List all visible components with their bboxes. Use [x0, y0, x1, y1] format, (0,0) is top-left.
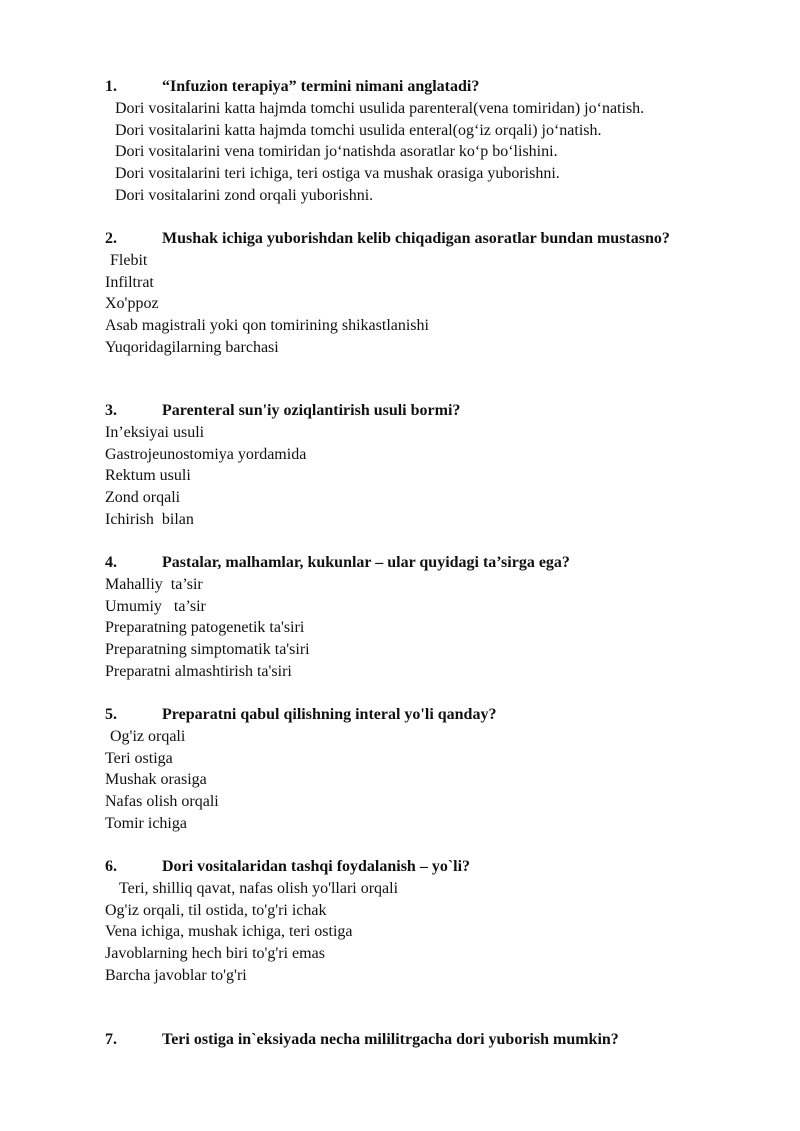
question-2 [105, 228, 745, 359]
question-text: Teri ostiga in`eksiyada necha mililitrgacha dori yuborish mumkin? [162, 1031, 619, 1048]
question-text: Mushak ichiga yuborishdan kelib chiqadigan asoratlar bundan mustasno? [162, 230, 670, 247]
answer-option: Dori vositalarini katta hajmda tomchi usulida enteral(og‘iz orqali) jo‘natish. [115, 121, 602, 139]
question-3 [105, 400, 745, 531]
question-heading [105, 1029, 745, 1051]
answer-option: Xo'ppoz [105, 295, 159, 313]
answer-option: Preparatning patogenetik ta'siri [105, 619, 305, 637]
answer-option: Mahalliy ta’sir [105, 575, 203, 593]
question-4 [105, 552, 745, 683]
question-heading [105, 228, 745, 250]
answer-option: Mushak orasiga [105, 771, 207, 789]
question-text: Dori vositalaridan tashqi foydalanish – yo`li? [162, 858, 471, 875]
question-number: 5. [105, 706, 117, 723]
answer-option: Zond orqali [105, 489, 181, 507]
question-number: 1. [105, 78, 117, 95]
question-number: 3. [105, 402, 117, 419]
question-5 [105, 704, 745, 835]
answer-option: Preparatning simptomatik ta'siri [105, 641, 310, 659]
answer-option: Nafas olish orqali [105, 793, 219, 811]
answer-option: Infiltrat [105, 273, 154, 291]
question-heading [105, 704, 745, 726]
answer-option: Yuqoridagilarning barchasi [105, 338, 279, 356]
question-heading [105, 400, 745, 422]
question-text: Preparatni qabul qilishning interal yo'li qanday? [162, 706, 497, 723]
question-7 [105, 1029, 745, 1051]
answer-option: Teri ostiga [105, 749, 173, 767]
answer-option: Umumiy ta’sir [105, 597, 206, 615]
question-text: Pastalar, malhamlar, kukunlar – ular quyidagi ta’sirga ega? [162, 554, 570, 571]
answer-option: Tomir ichiga [105, 814, 187, 832]
answer-option: Gastrojeunostomiya yordamida [105, 445, 307, 463]
question-number: 7. [105, 1031, 117, 1048]
question-number: 6. [105, 858, 117, 875]
question-6 [105, 856, 745, 987]
question-heading [105, 552, 745, 574]
answer-option: Asab magistrali yoki qon tomirining shikastlanishi [105, 317, 429, 335]
answer-option: Teri, shilliq qavat, nafas olish yo'llari orqali [119, 879, 399, 897]
answer-option: Og'iz orqali, til ostida, to'g'ri ichak [105, 901, 327, 919]
question-number: 4. [105, 554, 117, 571]
answer-option: Dori vositalarini katta hajmda tomchi usulida parenteral(vena tomiridan) jo‘natish. [115, 99, 645, 117]
question-heading [105, 76, 745, 98]
question-number: 2. [105, 230, 117, 247]
answer-option: Og'iz orqali [110, 727, 186, 745]
answer-option: Ichirish bilan [105, 510, 194, 528]
answer-option: Barcha javoblar to'g'ri [105, 966, 247, 984]
answer-option: Javoblarning hech biri to'g'ri emas [105, 945, 325, 963]
answer-option: Vena ichiga, mushak ichiga, teri ostiga [105, 923, 353, 941]
answer-option: In’eksiyai usuli [105, 423, 205, 441]
answer-option: Dori vositalarini zond orqali yuborishni. [115, 186, 374, 204]
answer-option: Rektum usuli [105, 467, 191, 485]
question-text: Parenteral sun'iy oziqlantirish usuli bormi? [162, 402, 461, 419]
answer-option: Preparatni almashtirish ta'siri [105, 662, 292, 680]
answer-option: Dori vositalarini vena tomiridan jo‘natishda asoratlar ko‘p bo‘lishini. [115, 143, 558, 161]
answer-option: Flebit [110, 251, 148, 269]
answer-option: Dori vositalarini teri ichiga, teri ostiga va mushak orasiga yuborishni. [115, 165, 560, 183]
question-text: “Infuzion terapiya” termini nimani anglatadi? [162, 78, 480, 95]
question-1 [105, 76, 745, 207]
question-heading [105, 856, 745, 878]
